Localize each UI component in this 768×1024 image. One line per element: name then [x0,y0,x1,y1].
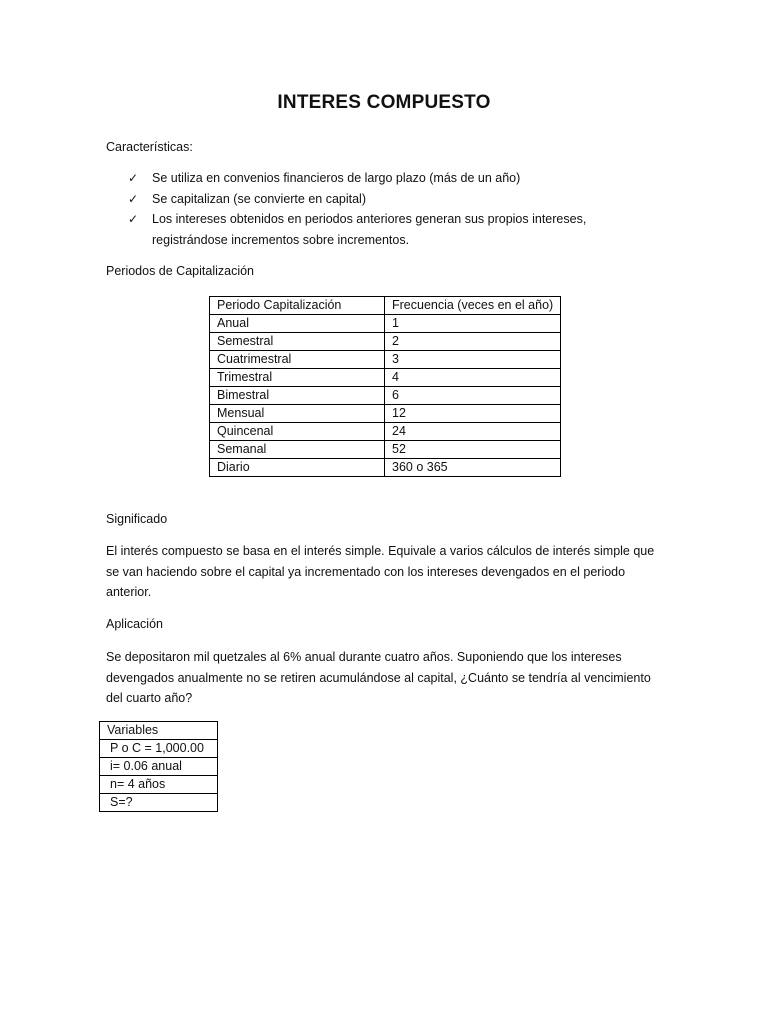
page-title: INTERES COMPUESTO [277,92,491,113]
table-cell: 6 [385,387,561,405]
table-row [210,459,561,477]
table-cell: Anual [210,315,385,333]
table-header-row [100,722,218,740]
table-cell: Diario [210,459,385,477]
aplicacion-heading: Aplicación [106,617,163,631]
table-cell: 2 [385,333,561,351]
variables-table [99,721,218,812]
checkmark-icon: ✓ [128,171,139,185]
table-row [210,315,561,333]
table-row [100,794,218,812]
list-item-text: Se capitalizan (se convierte en capital) [152,191,367,206]
table-cell: 24 [385,423,561,441]
table-row [210,387,561,405]
table-header-row [210,297,561,315]
column-header: Frecuencia (veces en el año) [385,297,561,315]
significado-heading: Significado [106,512,168,526]
table-cell: 360 o 365 [385,459,561,477]
table-cell: S=? [100,794,218,812]
table-row [210,351,561,369]
caracteristicas-heading: Características: [106,140,193,154]
table-cell: Quincenal [210,423,385,441]
table-cell: Bimestral [210,387,385,405]
table-cell: Trimestral [210,369,385,387]
table-cell: 3 [385,351,561,369]
caracteristicas-list [128,168,648,250]
aplicacion-paragraph: Se depositaron mil quetzales al 6% anual durante cuatro años. Suponiendo que los intereses devengados anualmente no se retiren acumulándose al capital, ¿Cuánto se tendría al vencimiento del cuarto año? [106,650,651,705]
table-cell: Cuatrimestral [210,351,385,369]
table-row [210,333,561,351]
table-cell: 12 [385,405,561,423]
column-header: Periodo Capitalización [210,297,385,315]
table-cell: i= 0.06 anual [100,758,218,776]
table-row [210,405,561,423]
table-row [100,758,218,776]
list-item [128,189,648,210]
table-cell: 4 [385,369,561,387]
column-header: Variables [100,722,218,740]
table-row [100,740,218,758]
significado-paragraph: El interés compuesto se basa en el interés simple. Equivale a varios cálculos de interés simple que se van haciendo sobre el capital ya incrementado con los intereses devengados en el periodo anterior. [106,544,655,599]
table-cell: 1 [385,315,561,333]
capitalization-periods-table [209,296,561,477]
table-cell: P o C = 1,000.00 [100,740,218,758]
list-item [128,209,648,250]
table-cell: Mensual [210,405,385,423]
table-cell: Semestral [210,333,385,351]
table-row [210,369,561,387]
table-row [210,423,561,441]
list-item-text: Se utiliza en convenios financieros de largo plazo (más de un año) [152,171,521,185]
list-item-text: Los intereses obtenidos en periodos anteriores generan sus propios intereses, registrándose incrementos sobre incrementos. [152,212,587,247]
checkmark-icon: ✓ [128,191,139,206]
table-row [210,441,561,459]
table-cell: Semanal [210,441,385,459]
checkmark-icon: ✓ [128,212,139,226]
table-cell: 52 [385,441,561,459]
list-item [128,168,648,189]
table-row [100,776,218,794]
table-cell: n= 4 años [100,776,218,794]
periodos-heading: Periodos de Capitalización [106,264,255,278]
